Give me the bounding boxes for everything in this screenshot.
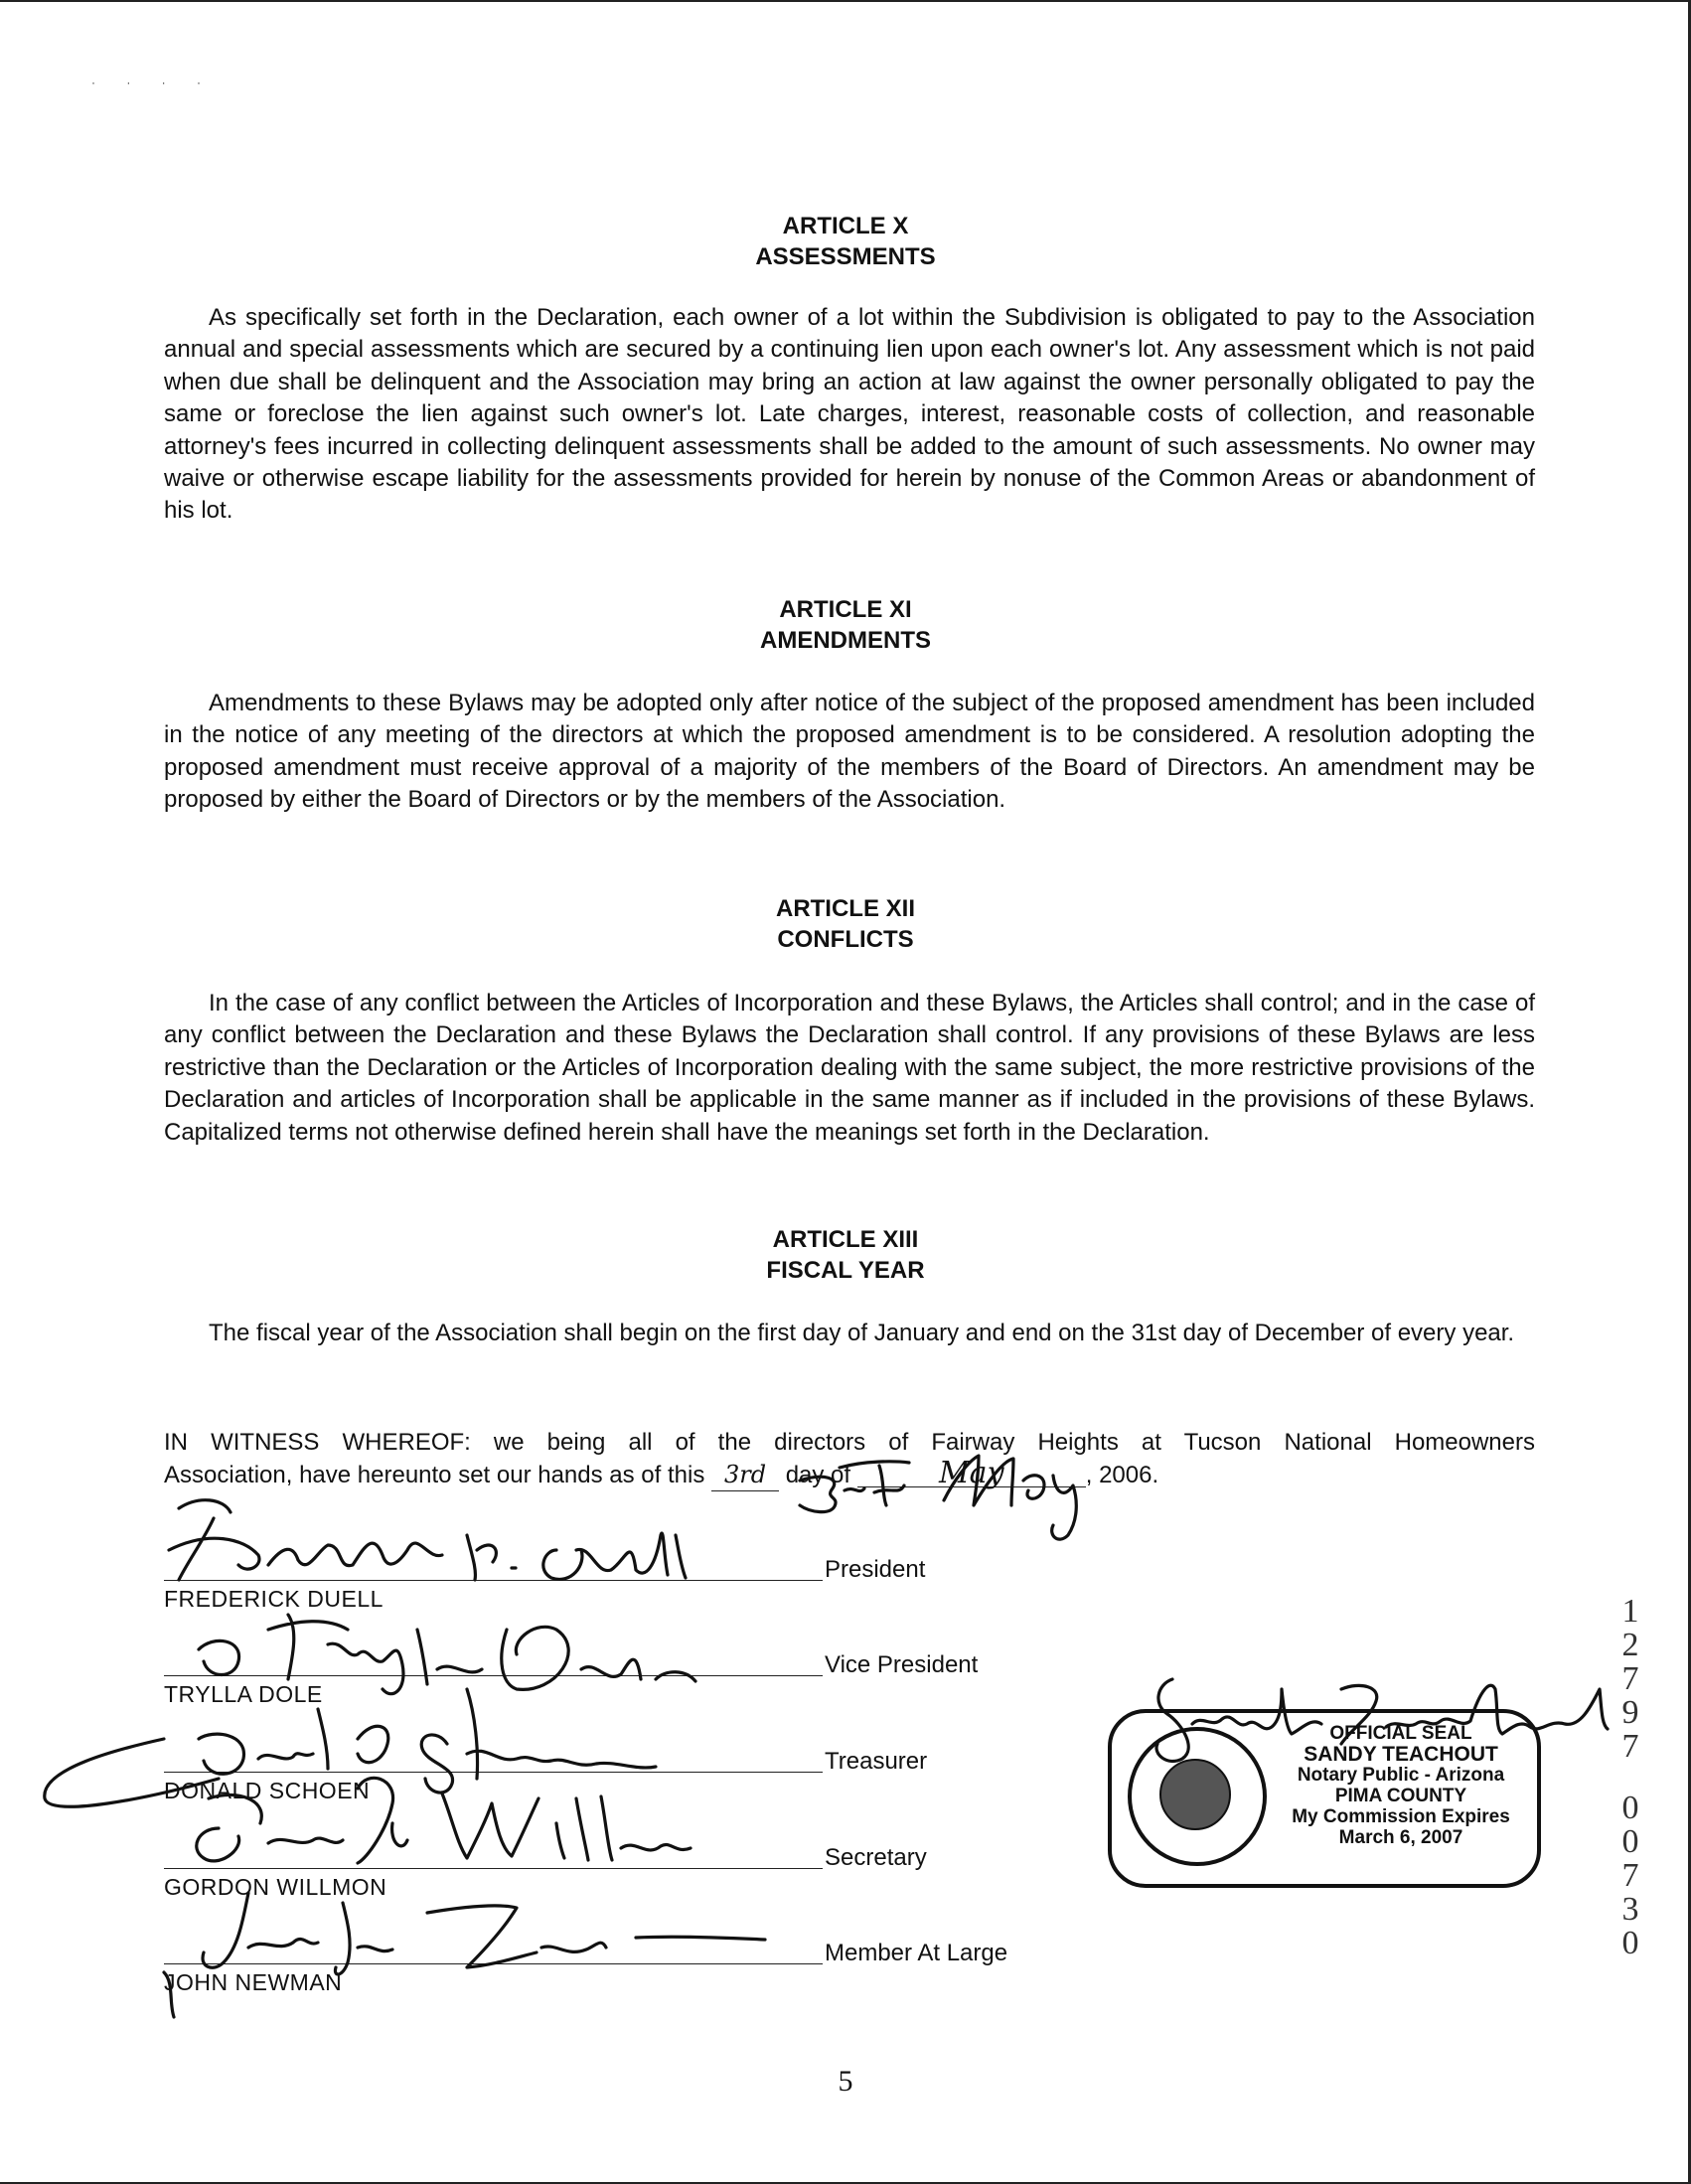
recording-number	[1615, 1595, 1645, 1960]
witness-line-1: IN WITNESS WHEREOF: we being all of the directors of Fairway Heights at Tucson National Homeowners	[164, 1429, 1535, 1456]
year-text: , 2006.	[1085, 1462, 1159, 1488]
signatory-title: Member At Large	[825, 1940, 1008, 1966]
witness-line-2	[164, 1456, 1535, 1491]
signatory-title: President	[825, 1556, 926, 1583]
arizona-state-seal-emblem	[1128, 1727, 1267, 1866]
day-label: day of	[785, 1462, 851, 1488]
article-number: ARTICLE XI	[779, 596, 912, 623]
recording-digit: 9	[1621, 1694, 1639, 1731]
article-number: ARTICLE XII	[775, 895, 915, 922]
recording-digit: 7	[1621, 1728, 1639, 1765]
recording-digit: 1	[1621, 1593, 1639, 1630]
signatory-name: JOHN NEWMAN	[164, 1969, 343, 1995]
article-xi-heading	[0, 594, 1691, 656]
signature-line-member-at-large	[164, 1963, 823, 1964]
article-x-heading	[0, 211, 1691, 272]
article-xi-text: Amendments to these Bylaws may be adopted only after notice of the subject of the proposed amendment has been included in the notice of any meeting of the directors at which the proposed amendment is to be considered. A resolution adopting the proposed amendment must receive approval of a majority of the members of the Board of Directors. An amendment may be proposed by either the Board of Directors or by the members of the Association.	[164, 690, 1535, 814]
signature-line-president	[164, 1580, 823, 1581]
article-title: CONFLICTS	[777, 926, 914, 953]
article-title: AMENDMENTS	[760, 627, 931, 654]
article-title: FISCAL YEAR	[766, 1257, 925, 1284]
article-x-text: As specifically set forth in the Declaration, each owner of a lot within the Subdivision is obligated to pay to the Association annual and special assessments which are secured by a continuing lien upon each owner's lot. Any assessment which is not paid when due shall be delinquent and the Association may bring an action at law against the owner personally obligated to pay the same or foreclose the lien against such owner's lot. Late charges, interest, reasonable costs of collection, and reasonable attorney's fees incurred in collecting delinquent assessments shall be added to the amount of such assessments. No owner may waive or otherwise escape liability for the assessments provided for herein by nonuse of the Common Areas or abandonment of his lot.	[164, 304, 1535, 525]
seal-line: March 6, 2007	[1338, 1827, 1463, 1848]
notary-seal-text	[1271, 1723, 1531, 1848]
signatory-name: GORDON WILLMON	[164, 1874, 387, 1900]
signatory-title: Secretary	[825, 1844, 927, 1871]
signature-line-treasurer	[164, 1772, 823, 1773]
seal-line: SANDY TEACHOUT	[1304, 1743, 1498, 1766]
scan-specks: · · · ·	[91, 76, 215, 89]
article-title: ASSESSMENTS	[755, 243, 936, 270]
seal-emblem-center	[1159, 1759, 1231, 1830]
recording-digit: 7	[1621, 1660, 1639, 1697]
recording-digit: 3	[1621, 1891, 1639, 1928]
page-number: 5	[838, 2065, 853, 2098]
signatory-title: Vice President	[825, 1651, 979, 1678]
witness-line-2-text: Association, have hereunto set our hands as of this	[164, 1462, 705, 1488]
signatory-name: FREDERICK DUELL	[164, 1586, 384, 1612]
signature-line-vice-president	[164, 1675, 823, 1676]
notary-seal-stamp	[1108, 1709, 1541, 1888]
month-blank: May	[857, 1461, 1086, 1487]
article-xiii-heading	[0, 1224, 1691, 1286]
article-xiii-text: The fiscal year of the Association shall begin on the first day of January and end on the 31st day of December of every year.	[209, 1320, 1515, 1346]
day-blank: 3rd	[711, 1459, 779, 1491]
recording-digit: 2	[1621, 1627, 1639, 1663]
signatory-title: Treasurer	[825, 1748, 928, 1775]
seal-line: OFFICIAL SEAL	[1329, 1723, 1472, 1744]
recording-digit: 0	[1621, 1790, 1639, 1826]
signatory-name: DONALD SCHOEN	[164, 1778, 371, 1803]
seal-line: PIMA COUNTY	[1334, 1786, 1467, 1806]
article-number: ARTICLE XIII	[772, 1226, 919, 1253]
recording-gap	[1615, 1764, 1645, 1792]
signatory-name: TRYLLA DOLE	[164, 1681, 323, 1707]
seal-line: My Commission Expires	[1292, 1806, 1510, 1827]
signature-frederick-duell	[169, 1500, 686, 1580]
witness-clause	[164, 1427, 1535, 1491]
scan-top-border	[0, 0, 1691, 2]
article-number: ARTICLE X	[782, 213, 909, 239]
recording-digit: 0	[1621, 1925, 1639, 1961]
article-xii-heading	[0, 893, 1691, 955]
signature-john-newman	[164, 1893, 765, 2017]
recording-digit: 0	[1621, 1823, 1639, 1860]
recording-digit: 7	[1621, 1857, 1639, 1894]
signature-line-secretary	[164, 1868, 823, 1869]
seal-line: Notary Public - Arizona	[1297, 1765, 1505, 1786]
article-xii-text: In the case of any conflict between the Articles of Incorporation and these Bylaws, the Articles shall control; and in the case of any conflict between the Declaration and these Bylaws the Declaration shall control. If any provisions of these Bylaws are less restrictive than the Declaration or the Articles of Incorporation dealing with the same subject, the more restrictive provisions of the Declaration and articles of Incorporation shall be applicable in the same manner as if included in the provisions of these Bylaws. Capitalized terms not otherwise defined herein shall have the meanings set forth in the Declaration.	[164, 990, 1535, 1146]
